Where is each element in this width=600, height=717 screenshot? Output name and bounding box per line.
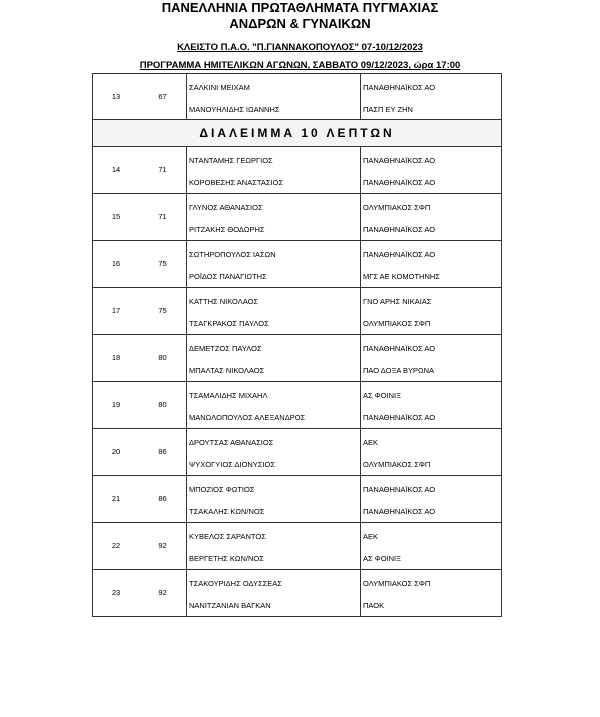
boxer-red: ΔΡΟΥΤΣΑΣ ΑΘΑΝΑΣΙΟΣ — [189, 438, 274, 447]
boxer-blue: ΨΥΧΟΓΥΙΟΣ ΔΙΟΝΥΣΙΟΣ — [189, 460, 275, 469]
club-red: ΠΑΝΑΘΗΝΑΪΚΟΣ ΑΟ — [363, 485, 436, 494]
club-blue: ΠΑΟ ΔΟΞΑ ΒΥΡΩΝΑ — [363, 366, 435, 375]
schedule-table — [92, 73, 502, 617]
match-number: 21 — [111, 494, 121, 503]
club-red: ΠΑΝΑΘΗΝΑΪΚΟΣ ΑΟ — [363, 344, 436, 353]
club-blue: ΟΛΥΜΠΙΑΚΟΣ ΣΦΠ — [363, 319, 431, 328]
match-number: 13 — [111, 92, 121, 101]
match-number: 15 — [111, 212, 121, 221]
weight-class: 67 — [158, 92, 167, 101]
club-blue: ΠΑΝΑΘΗΝΑΪΚΟΣ ΑΟ — [363, 507, 436, 516]
weight-class: 80 — [158, 353, 167, 362]
boxer-red: ΝΤΑΝΤΑΜΗΣ ΓΕΩΡΓΙΟΣ — [189, 156, 273, 165]
boxer-blue: ΤΣΑΚΑΛΗΣ ΚΩΝ/ΝΟΣ — [189, 507, 265, 516]
table-row — [92, 429, 502, 476]
match-number: 22 — [111, 541, 121, 550]
table-row — [92, 382, 502, 429]
club-red: ΠΑΝΑΘΗΝΑΪΚΟΣ ΑΟ — [363, 156, 436, 165]
table-row — [92, 476, 502, 523]
club-red: ΑΕΚ — [363, 438, 379, 447]
club-blue: ΠΑΝΑΘΗΝΑΪΚΟΣ ΑΟ — [363, 225, 436, 234]
boxer-red: ΚΑΤΤΗΣ ΝΙΚΟΛΑΟΣ — [189, 297, 259, 306]
club-blue: ΟΛΥΜΠΙΑΚΟΣ ΣΦΠ — [363, 460, 431, 469]
weight-class: 71 — [158, 165, 167, 174]
table-row — [92, 288, 502, 335]
club-red: ΓΝΟ ΑΡΗΣ ΝΙΚΑΙΑΣ — [363, 297, 432, 306]
boxer-blue: ΜΑΝΟΥΗΛΙΔΗΣ ΙΩΑΝΝΗΣ — [189, 105, 280, 114]
weight-class: 71 — [158, 212, 167, 221]
boxer-red: ΔΕΜΕΤΖΟΣ ΠΑΥΛΟΣ — [189, 344, 262, 353]
boxer-blue: ΝΑΝΙΤΖΑΝΙΑΝ ΒΑΓΚΑΝ — [189, 601, 271, 610]
match-number: 23 — [111, 588, 121, 597]
match-number: 19 — [111, 400, 121, 409]
club-red: ΟΛΥΜΠΙΑΚΟΣ ΣΦΠ — [363, 203, 431, 212]
club-blue: ΜΓΣ ΑΕ ΚΟΜΟΤΗΝΗΣ — [363, 272, 440, 281]
boxer-blue: ΜΑΝΩΛΟΠΟΥΛΟΣ ΑΛΕΞΑΝΔΡΟΣ — [189, 413, 306, 422]
club-blue: ΑΣ ΦΟΙΝΙΞ — [363, 554, 401, 563]
boxer-red: ΤΣΑΚΟΥΡΙΔΗΣ ΟΔΥΣΣΕΑΣ — [189, 579, 282, 588]
venue-line: ΚΛΕΙΣΤΟ Π.Α.Ο. "Π.ΓΙΑΝΝΑΚΟΠΟΥΛΟΣ" 07-10/12/2023 — [177, 42, 423, 53]
weight-class: 75 — [158, 306, 167, 315]
intermission-row — [92, 120, 502, 147]
table-row — [92, 523, 502, 570]
weight-class: 92 — [158, 541, 167, 550]
club-red: ΠΑΝΑΘΗΝΑΪΚΟΣ ΑΟ — [363, 83, 436, 92]
boxer-red: ΣΩΤΗΡΟΠΟΥΛΟΣ ΙΑΣΩΝ — [189, 250, 276, 259]
boxer-red: ΚΥΒΕΛΟΣ ΣΑΡΑΝΤΟΣ — [189, 532, 266, 541]
document-title: ΠΑΝΕΛΛΗΝΙΑ ΠΡΩΤΑΘΛΗΜΑΤΑ ΠΥΓΜΑΧΙΑΣ — [161, 0, 439, 15]
weight-class: 92 — [158, 588, 167, 597]
match-number: 14 — [111, 165, 121, 174]
club-blue: ΠΑΟΚ — [363, 601, 385, 610]
weight-class: 86 — [158, 494, 167, 503]
boxer-red: ΣΑΛΚΙΝΙ ΜΕΙΧΑΜ — [189, 83, 250, 92]
club-blue: ΠΑΝΑΘΗΝΑΪΚΟΣ ΑΟ — [363, 413, 436, 422]
boxer-blue: ΡΟΪΔΟΣ ΠΑΝΑΓΙΩΤΗΣ — [189, 272, 267, 281]
boxer-red: ΓΛΥΝΟΣ ΑΘΑΝΑΣΙΟΣ — [189, 203, 263, 212]
table-row — [92, 73, 502, 120]
intermission-label: ΔΙΑΛΕΙΜΜΑ 10 ΛΕΠΤΩΝ — [199, 126, 395, 140]
table-row — [92, 241, 502, 288]
club-blue: ΠΑΝΑΘΗΝΑΪΚΟΣ ΑΟ — [363, 178, 436, 187]
match-number: 16 — [111, 259, 121, 268]
boxer-blue: ΒΕΡΓΕΤΗΣ ΚΩΝ/ΝΟΣ — [189, 554, 264, 563]
program-line: ΠΡΟΓΡΑΜΜΑ ΗΜΙΤΕΛΙΚΩΝ ΑΓΩΝΩΝ, ΣΑΒΒΑΤΟ 09/12/2023, ώρα 17:00 — [139, 60, 461, 71]
club-red: ΑΕΚ — [363, 532, 379, 541]
match-number: 20 — [111, 447, 121, 456]
match-number: 18 — [111, 353, 121, 362]
table-row — [92, 570, 502, 617]
document-subtitle: ΑΝΔΡΩΝ & ΓΥΝΑΙΚΩΝ — [229, 16, 371, 31]
table-row — [92, 335, 502, 382]
boxer-red: ΜΠΟΖΙΟΣ ΦΩΤΙΟΣ — [189, 485, 255, 494]
club-red: ΠΑΝΑΘΗΝΑΪΚΟΣ ΑΟ — [363, 250, 436, 259]
table-row — [92, 147, 502, 194]
boxer-blue: ΡΙΤΖΑΚΗΣ ΘΟΔΩΡΗΣ — [189, 225, 265, 234]
weight-class: 80 — [158, 400, 167, 409]
weight-class: 86 — [158, 447, 167, 456]
club-red: ΟΛΥΜΠΙΑΚΟΣ ΣΦΠ — [363, 579, 431, 588]
boxer-blue: ΤΣΑΓΚΡΑΚΟΣ ΠΑΥΛΟΣ — [189, 319, 269, 328]
boxer-blue: ΚΟΡΟΒΕΣΗΣ ΑΝΑΣΤΑΣΙΟΣ — [189, 178, 284, 187]
match-number: 17 — [111, 306, 121, 315]
boxer-red: ΤΣΑΜΑΛΙΔΗΣ ΜΙΧΑΗΛ — [189, 391, 268, 400]
table-row — [92, 194, 502, 241]
club-blue: ΠΑΣΠ ΕΥ ΖΗΝ — [363, 105, 413, 114]
club-red: ΑΣ ΦΟΙΝΙΞ — [363, 391, 401, 400]
boxer-blue: ΜΠΑΛΤΑΣ ΝΙΚΟΛΑΟΣ — [189, 366, 265, 375]
weight-class: 75 — [158, 259, 167, 268]
